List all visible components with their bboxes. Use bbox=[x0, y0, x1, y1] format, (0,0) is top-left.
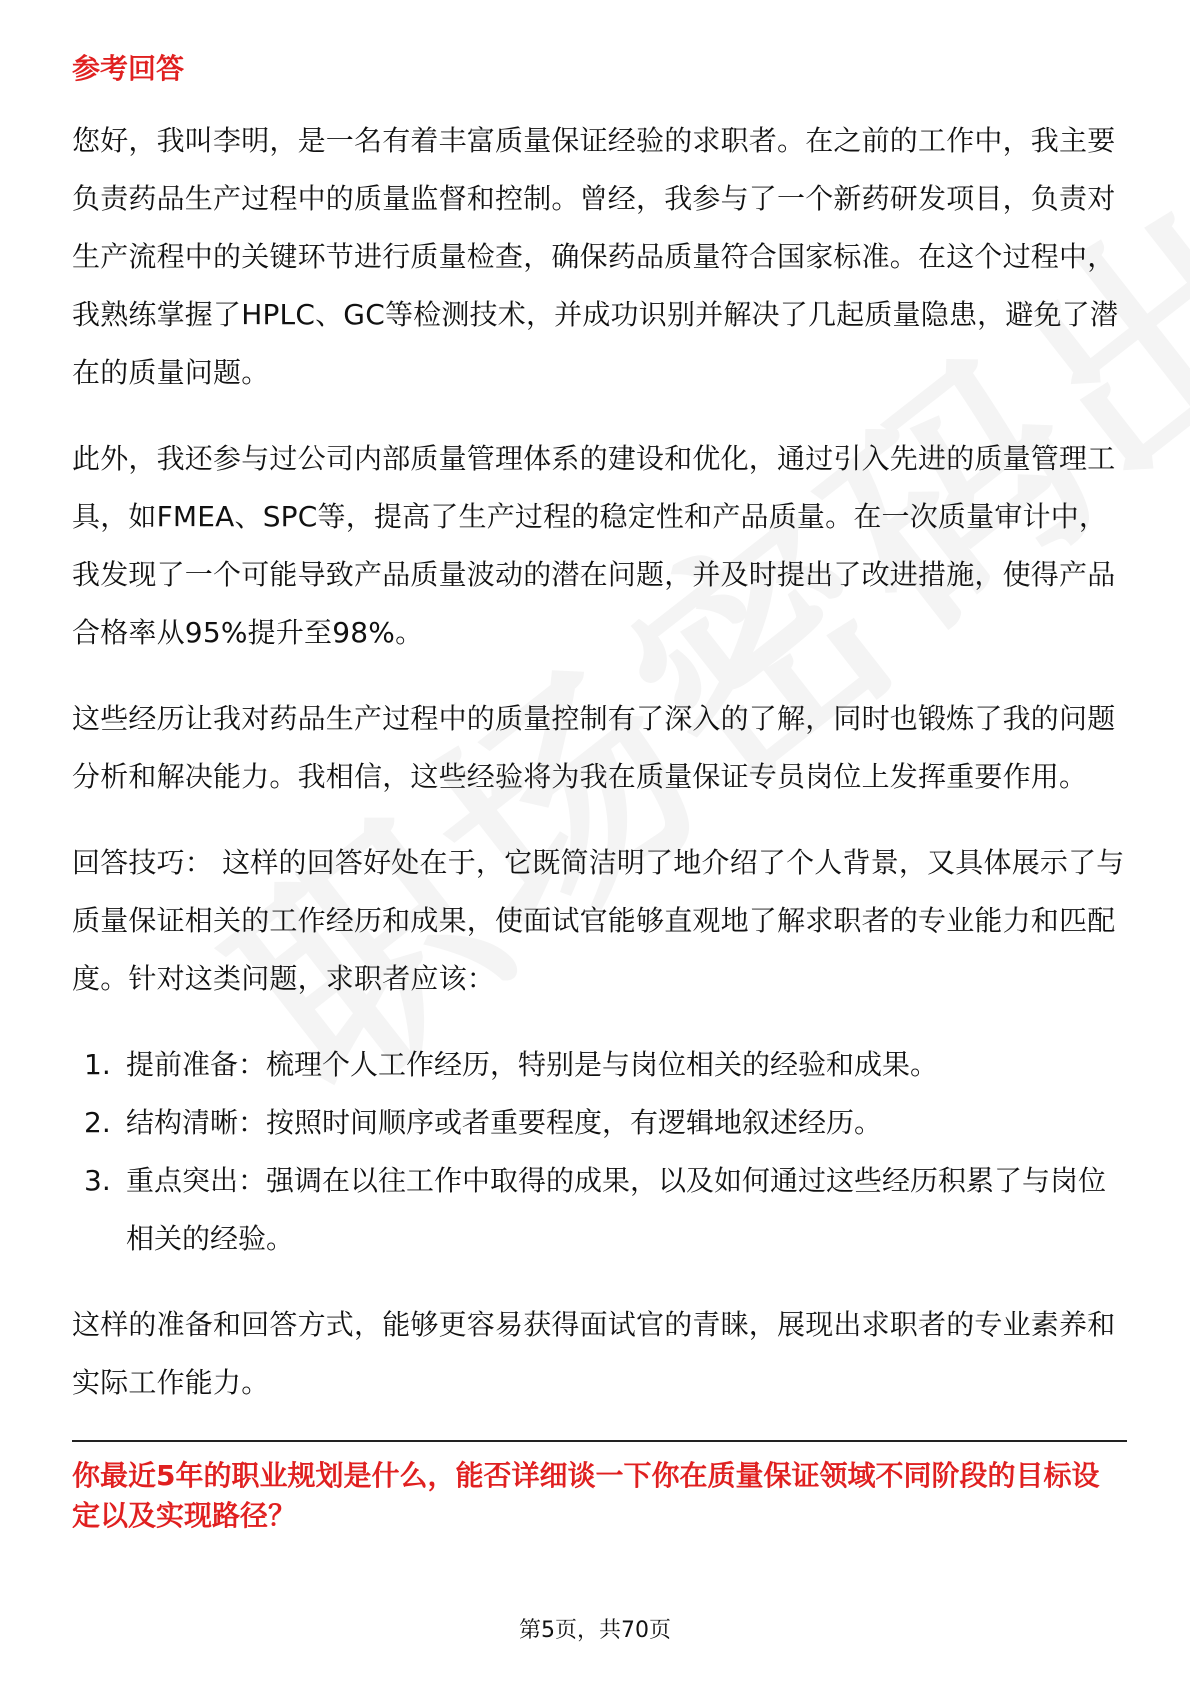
section-divider bbox=[72, 1440, 1127, 1442]
list-item bbox=[72, 1094, 1127, 1152]
tips-intro-paragraph: 回答技巧： 这样的回答好处在于，它既简洁明了地介绍了个人背景，又具体展示了与质量保证相关的工作经历和成果，使面试官能够直观地了解求职者的专业能力和匹配度。针对这类问题，求职者应该： bbox=[72, 846, 1125, 995]
list-item-number: 1. bbox=[84, 1048, 111, 1081]
list-item-number: 3. bbox=[84, 1164, 111, 1197]
list-item-text: 提前准备：梳理个人工作经历，特别是与岗位相关的经验和成果。 bbox=[126, 1048, 939, 1081]
next-question: 你最近5年的职业规划是什么，能否详细谈一下你在质量保证领域不同阶段的目标设定以及实现路径？ bbox=[72, 1459, 1100, 1532]
list-item-text: 重点突出：强调在以往工作中取得的成果，以及如何通过这些经历积累了与岗位相关的经验。 bbox=[126, 1164, 1107, 1255]
list-item bbox=[72, 1036, 1127, 1094]
closing-paragraph: 这样的准备和回答方式，能够更容易获得面试官的青睐，展现出求职者的专业素养和实际工作能力。 bbox=[72, 1308, 1116, 1399]
section-heading: 参考回答 bbox=[72, 52, 185, 85]
list-item bbox=[72, 1152, 1127, 1268]
tips-list bbox=[72, 1036, 1127, 1268]
page-content bbox=[72, 48, 1127, 1536]
page-number: 第5页，共70页 bbox=[519, 1618, 671, 1643]
list-item-number: 2. bbox=[84, 1106, 111, 1139]
list-item-text: 结构清晰：按照时间顺序或者重要程度，有逻辑地叙述经历。 bbox=[126, 1106, 883, 1139]
answer-paragraph-1: 您好，我叫李明，是一名有着丰富质量保证经验的求职者。在之前的工作中，我主要负责药品生产过程中的质量监督和控制。曾经，我参与了一个新药研发项目，负责对生产流程中的关键环节进行质量检查，确保药品质量符合国家标准。在这个过程中，我熟练掌握了HPLC、GC等检测技术，并成功识别并解决了几起质量隐患，避免了潜在的质量问题。 bbox=[72, 124, 1119, 389]
answer-paragraph-2: 此外，我还参与过公司内部质量管理体系的建设和优化，通过引入先进的质量管理工具，如FMEA、SPC等，提高了生产过程的稳定性和产品质量。在一次质量审计中，我发现了一个可能导致产品质量波动的潜在问题，并及时提出了改进措施，使得产品合格率从95%提升至98%。 bbox=[72, 442, 1116, 649]
answer-paragraph-3: 这些经历让我对药品生产过程中的质量控制有了深入的了解，同时也锻炼了我的问题分析和解决能力。我相信，这些经验将为我在质量保证专员岗位上发挥重要作用。 bbox=[72, 702, 1116, 793]
